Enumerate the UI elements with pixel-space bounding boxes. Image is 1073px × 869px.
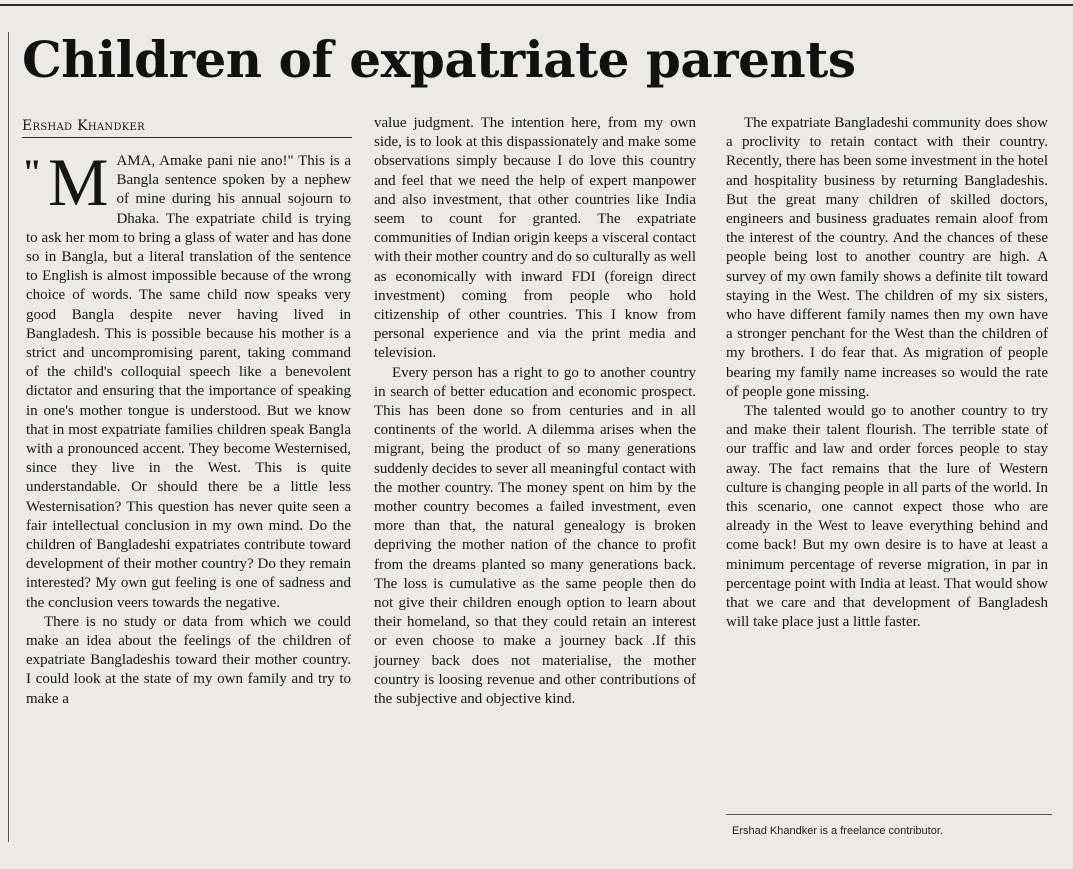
paragraph-text: AMA, Amake pani nie ano!" This is a Bangla sentence spoken by a nephew of mine during his annual sojourn to Dhaka. The expatriate child is trying to ask her mom to bring a glass of water and has done so in Bangla, but a literal translation of the sentence to English is almost impossible because of the wrong choice of words. The same child now speaks very good Bangla despite never having lived in Bangladesh. This is possible because his mother is a strict and uncompromising parent, taking command of the child's colloquial speech like a benevolent dictator and ensuring that the importance of speaking in one's mother tongue is understood. But we know that in most expatriate families children speak Bangla with a pronounced accent. They become Westernised, since they live in the West. This is quite understandable. Or should there be a little less Westernisation? This question has never quite seen a fair intellectual conclusion in my own mind. Do the children of Bangladeshi expatriates contribute toward development of their mother country? Do they remain interested? My own gut feeling is one of sadness and the conclusion veers towards the negative. — [26, 153, 351, 611]
paragraph: Every person has a right to go to another country in search of better education and economic prospect. This has been done so from centuries and in all continents of the world. A dilemma arises when the migrant, being the product of so many generations suddenly decides to sever all meaningful contact with the mother country. The money spent on him by the mother country becomes a failed investment, even more than that, the natural genealogy is broken depriving the mother nation of the chance to profit from the dreams planted so many generations back. The loss is cumulative as the same people then do not give their children enough option to learn about their homeland, so that they could retain an interest or even choose to make a journey back .If this journey back does not materialise, the mother country is loosing revenue and other contributions of the subjective and objective kind. — [374, 364, 696, 708]
byline: Ershad Khandker — [22, 116, 352, 138]
contributor-note: Ershad Khandker is a freelance contributor. — [732, 825, 943, 837]
paragraph: There is no study or data from which we could make an idea about the feelings of the children of expatriate Bangladeshis toward their mother country. I could look at the state of my own family and try to make a — [26, 613, 351, 707]
footer-rule — [726, 814, 1052, 815]
paragraph: The expatriate Bangladeshi community does show a proclivity to retain contact with their country. Recently, there has been some investment in the hotel and hospitality business by returning Bangladeshis. But the great many children of skilled doctors, engineers and business graduates remain aloof from the interest of the country. And the chances of these people being lost to another country are high. A survey of my own family shows a definite tilt toward staying in the West. The children of my six sisters, who have different family names then my own have a stronger penchant for the West than the children of my brothers. I do fear that. As migration of people bearing my family name increases so would the rate of people gone missing. — [726, 115, 1048, 400]
left-rule — [8, 32, 9, 842]
paragraph: value judgment. The intention here, from my own side, is to look at this dispassionately and make some observations simply because I do love this country and feel that we need the help of expert manpower and also investment, that other countries like India seem to count for granted. The expatriate communities of Indian origin keeps a visceral contact with their mother country and do so culturally as well as economically with inward FDI (foreign direct investment) coming from people who hold citizenship of other countries. This I know from personal experience and via the print media and television. — [374, 115, 697, 362]
drop-cap: M — [48, 144, 109, 220]
column-1 — [22, 144, 351, 709]
column-3 — [726, 114, 1048, 632]
top-rule — [0, 4, 1073, 6]
headline: Children of expatriate parents — [22, 30, 856, 89]
paragraph — [22, 144, 351, 613]
drop-quote: " — [22, 152, 42, 192]
paragraph: The talented would go to another country to try and make their talent flourish. The terrible state of our traffic and law and order forces people to stay away. The fact remains that the lure of Western culture is changing people in all parts of the world. In this scenario, one cannot expect those who are already in the West to leave everything behind and come back! But my own desire is to have at least a minimum percentage of reverse migration, in par in percentage point with India at least. That would show that we care and that development of Bangladesh will take place just a little faster. — [726, 403, 1048, 631]
column-2 — [374, 114, 696, 709]
